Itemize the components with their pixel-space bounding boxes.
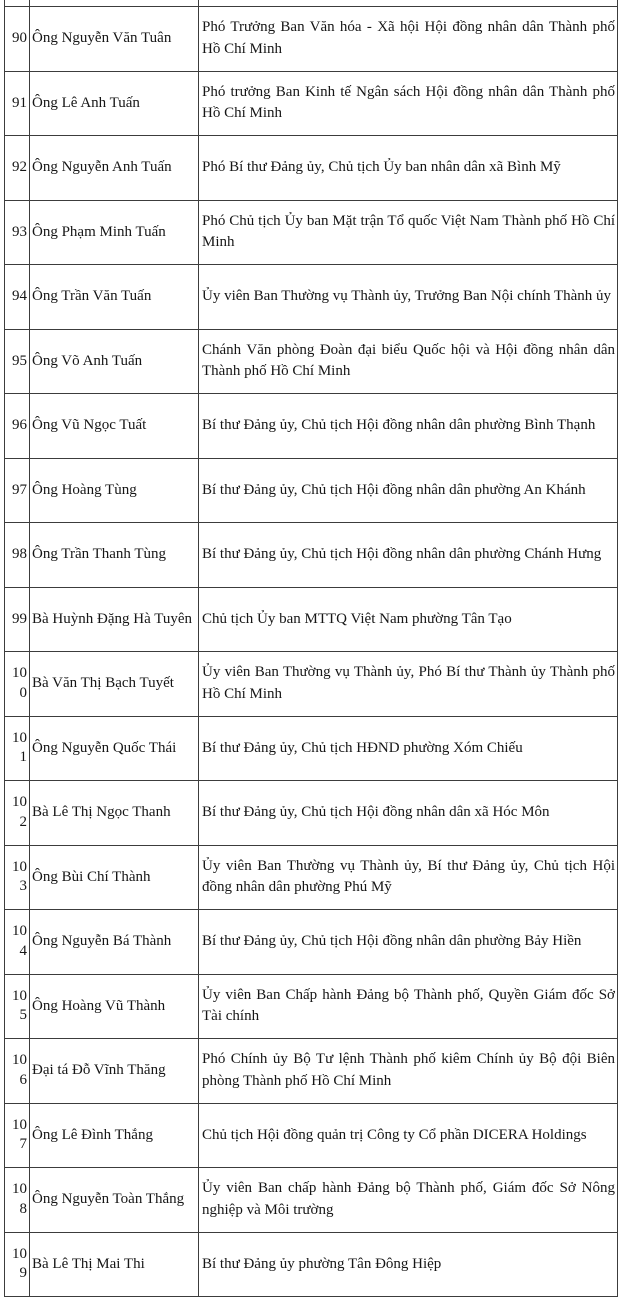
row-number-cell: 105 (5, 974, 30, 1039)
table-row (5, 910, 618, 975)
row-number-cell: 102 (5, 781, 30, 846)
person-name-cell: Bà Huỳnh Đặng Hà Tuyên (30, 587, 199, 652)
table-row (5, 394, 618, 459)
person-name-cell: Ông Nguyễn Toàn Thắng (30, 1168, 199, 1233)
person-name-cell: Ông Trần Văn Tuấn (30, 265, 199, 330)
table-row (5, 974, 618, 1039)
row-number-cell: 99 (5, 587, 30, 652)
position-cell: Bí thư Đảng ủy, Chủ tịch HĐND phường Xóm Chiếu (199, 716, 618, 781)
row-number-cell: 96 (5, 394, 30, 459)
person-name-cell: Ông Nguyễn Văn Tuân (30, 7, 199, 72)
officials-table (4, 0, 618, 1297)
person-name-cell: Ông Hoàng Tùng (30, 458, 199, 523)
position-cell: Phó Chính ủy Bộ Tư lệnh Thành phố kiêm Chính ủy Bộ đội Biên phòng Thành phố Hồ Chí Minh (199, 1039, 618, 1104)
table-row (5, 265, 618, 330)
table-row (5, 458, 618, 523)
table-row (5, 781, 618, 846)
person-name-cell: Ông Lê Anh Tuấn (30, 71, 199, 136)
person-name-cell: Ông Nguyễn Anh Tuấn (30, 136, 199, 201)
position-cell: Ủy viên Ban Chấp hành Đảng bộ Thành phố, Quyền Giám đốc Sở Tài chính (199, 974, 618, 1039)
person-name-cell: Đại tá Đỗ Vĩnh Thăng (30, 1039, 199, 1104)
person-name-cell: Bà Lê Thị Ngọc Thanh (30, 781, 199, 846)
person-name-cell: Ông Nguyễn Bá Thành (30, 910, 199, 975)
row-number-cell: 106 (5, 1039, 30, 1104)
position-cell: Bí thư Đảng ủy phường Tân Đông Hiệp (199, 1232, 618, 1297)
position-cell: Bí thư Đảng ủy, Chủ tịch Hội đồng nhân dân phường Chánh Hưng (199, 523, 618, 588)
position-cell: Phó Bí thư Đảng ủy, Chủ tịch Ủy ban nhân dân xã Bình Mỹ (199, 136, 618, 201)
person-name-cell: Ông Vũ Ngọc Tuất (30, 394, 199, 459)
table-row (5, 71, 618, 136)
position-cell: Ủy viên Ban Thường vụ Thành ủy, Bí thư Đảng ủy, Chủ tịch Hội đồng nhân dân phường Phú Mỹ (199, 845, 618, 910)
position-cell: Phó trưởng Ban Kinh tế Ngân sách Hội đồng nhân dân Thành phố Hồ Chí Minh (199, 71, 618, 136)
person-name-cell: Bà Lê Thị Mai Thi (30, 1232, 199, 1297)
table-row (5, 7, 618, 72)
person-name-cell: Ông Bùi Chí Thành (30, 845, 199, 910)
position-cell: Phó Chủ tịch Ủy ban Mặt trận Tổ quốc Việt Nam Thành phố Hồ Chí Minh (199, 200, 618, 265)
table-row (5, 200, 618, 265)
table-row (5, 329, 618, 394)
table-row (5, 652, 618, 717)
row-number-cell: 108 (5, 1168, 30, 1233)
row-number-cell: 91 (5, 71, 30, 136)
person-name-cell: Ông Trần Thanh Tùng (30, 523, 199, 588)
row-number-cell: 101 (5, 716, 30, 781)
table-row (5, 587, 618, 652)
row-number-cell: 97 (5, 458, 30, 523)
table-row (5, 1103, 618, 1168)
person-name-cell: Bà Văn Thị Bạch Tuyết (30, 652, 199, 717)
position-cell: Ủy viên Ban Thường vụ Thành ủy, Phó Bí thư Thành ủy Thành phố Hồ Chí Minh (199, 652, 618, 717)
position-cell: Chủ tịch Ủy ban MTTQ Việt Nam phường Tân Tạo (199, 587, 618, 652)
position-cell: Bí thư Đảng ủy, Chủ tịch Hội đồng nhân dân xã Hóc Môn (199, 781, 618, 846)
row-number-cell: 92 (5, 136, 30, 201)
row-number-cell: 90 (5, 7, 30, 72)
position-cell: Bí thư Đảng ủy, Chủ tịch Hội đồng nhân dân phường An Khánh (199, 458, 618, 523)
table-row (5, 716, 618, 781)
position-cell: Chánh Văn phòng Đoàn đại biểu Quốc hội và Hội đồng nhân dân Thành phố Hồ Chí Minh (199, 329, 618, 394)
position-cell: Ủy viên Ban chấp hành Đảng bộ Thành phố, Giám đốc Sở Nông nghiệp và Môi trường (199, 1168, 618, 1233)
person-name-cell: Ông Phạm Minh Tuấn (30, 200, 199, 265)
position-cell: Bí thư Đảng ủy, Chủ tịch Hội đồng nhân dân phường Bình Thạnh (199, 394, 618, 459)
row-number-cell: 104 (5, 910, 30, 975)
person-name-cell: Ông Lê Đình Thắng (30, 1103, 199, 1168)
person-name-cell: Ông Nguyễn Quốc Thái (30, 716, 199, 781)
row-number-cell: 98 (5, 523, 30, 588)
table-row (5, 1168, 618, 1233)
row-number-cell: 95 (5, 329, 30, 394)
table-row (5, 845, 618, 910)
officials-table-body (5, 0, 618, 1297)
row-number-cell: 109 (5, 1232, 30, 1297)
position-cell: Phó Trưởng Ban Văn hóa - Xã hội Hội đồng nhân dân Thành phố Hồ Chí Minh (199, 7, 618, 72)
position-cell: Ủy viên Ban Thường vụ Thành ủy, Trưởng Ban Nội chính Thành ủy (199, 265, 618, 330)
person-name-cell: Ông Hoàng Vũ Thành (30, 974, 199, 1039)
row-number-cell: 103 (5, 845, 30, 910)
position-cell: Bí thư Đảng ủy, Chủ tịch Hội đồng nhân dân phường Bảy Hiền (199, 910, 618, 975)
table-row (5, 136, 618, 201)
position-cell: Chủ tịch Hội đồng quản trị Công ty Cổ phần DICERA Holdings (199, 1103, 618, 1168)
table-row (5, 523, 618, 588)
table-row (5, 1232, 618, 1297)
row-number-cell: 93 (5, 200, 30, 265)
row-number-cell: 107 (5, 1103, 30, 1168)
row-number-cell: 94 (5, 265, 30, 330)
row-number-cell: 100 (5, 652, 30, 717)
person-name-cell: Ông Võ Anh Tuấn (30, 329, 199, 394)
table-row (5, 1039, 618, 1104)
